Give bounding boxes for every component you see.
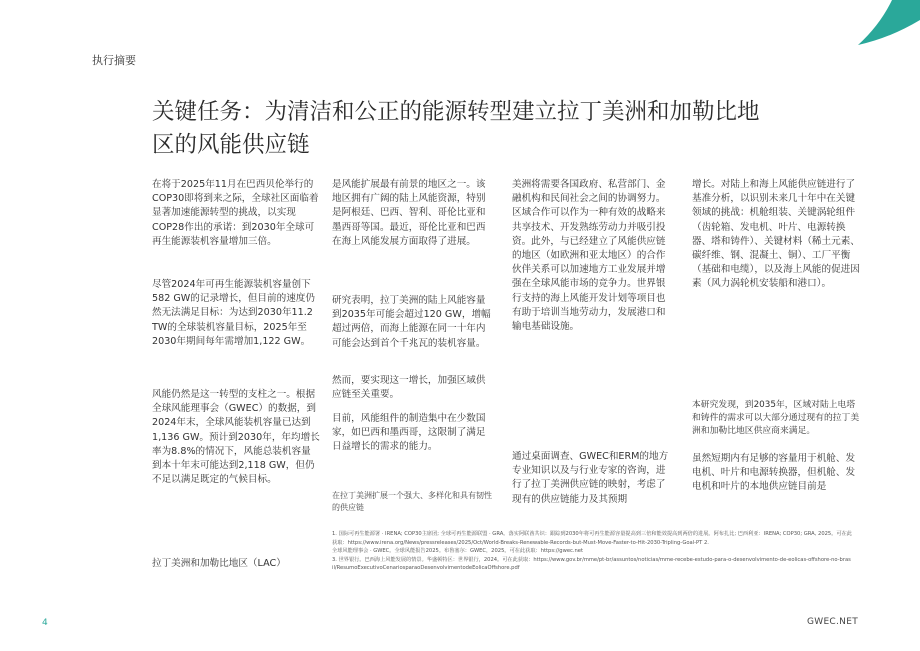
col4-paragraph-1: 增长。对陆上和海上风能供应链进行了基准分析，以识别未来几十年中在关键领域的挑战：机舱组装、关键涡轮组件（齿轮箱、发电机、叶片、电源转换器、塔和铸件）、关键材料（稀土元素、碳纤维、钢、混凝土、铜）、工厂平衡（基础和电缆），以及海上风能的促进因素（风力涡轮机安装船和港口）。 <box>692 179 860 290</box>
col1-paragraph-2: 尽管2024年可再生能源装机容量创下582 GW的记录增长，但目前的速度仍然无法满足目标：为达到2030年11.2 TW的全球装机容量目标，2025年至2030年期间每年需增加1,122 GW。 <box>152 279 315 347</box>
section-label: 执行摘要 <box>92 54 136 67</box>
col4-paragraph-2: 本研究发现，到2035年，区域对陆上电塔和铸件的需求可以大部分通过现有的拉丁美洲和加勒比地区供应商来满足。 <box>692 400 860 436</box>
footnote-3: 3. 世界银行。巴西海上风能发展的情景。华盛顿特区：世界银行，2024。可在此获取：https://www.gov.br/mme/pt-br/assuntos/noticias/mme-recebe-estudo-para-o-desenvolvimento-de-eolicas-offshore-no-brasil/ResumoExecutivoCenariosparaoDesenvolvimentodeEolicaOffshore.pdf <box>332 556 851 572</box>
col2-paragraph-3: 然而，要实现这一增长，加强区域供应链至关重要。 <box>332 375 486 401</box>
col2-paragraph-5: 在拉丁美洲扩展一个强大、多样化和具有韧性的供应链 <box>332 491 492 512</box>
site-url[interactable]: GWEC.NET <box>806 617 858 627</box>
page-title <box>152 96 832 162</box>
page-title-line-1: 关键任务：为清洁和公正的能源转型建立拉丁美洲和加勒比地 <box>152 99 760 125</box>
col1-paragraph-1: 在将于2025年11月在巴西贝伦举行的COP30即将到来之际，全球社区面临着显著加速能源转型的挑战，以实现COP28作出的承诺：到2030年全球可再生能源装机容量增加三倍。 <box>152 179 319 247</box>
footnotes <box>332 530 852 573</box>
page-number: 4 <box>42 618 48 628</box>
corner-accent-shape <box>850 0 920 45</box>
col3-paragraph-1: 美洲将需要各国政府、私营部门、金融机构和民间社会之间的协调努力。区域合作可以作为一种有效的战略来共享技术、开发熟练劳动力并吸引投资。此外，与已经建立了风能供应链的地区（如欧洲和亚太地区）的合作伙伴关系可以加速地方工业发展并增强在全球风能市场的竞争力。世界银行支持的海上风能开发计划等项目也有助于培训当地劳动力，发展港口和输电基础设施。 <box>512 179 666 333</box>
footnote-2: 全球风能理事会 · GWEC。全球风能报告2025。布鲁塞尔：GWEC，2025。可在此获取：https://gwec.net <box>332 548 584 555</box>
col4-paragraph-3: 虽然短期内有足够的容量用于机舱、发电机、叶片和电源转换器，但机舱、发电机和叶片的本地供应链目前是 <box>692 453 856 493</box>
col3-paragraph-2: 通过桌面调查、GWEC和ERM的地方专业知识以及与行业专家的咨询，进行了拉丁美洲供应链的映射，考虑了现有的供应链能力及其预期 <box>512 451 669 505</box>
col2-paragraph-2: 研究表明，拉丁美洲的陆上风能容量到2035年可能会超过120 GW，增幅超过两倍，而海上能源在同一十年内可能会达到首个千兆瓦的装机容量。 <box>332 295 491 349</box>
col1-paragraph-3: 风能仍然是这一转型的支柱之一。根据全球风能理事会（GWEC）的数据，到2024年末，全球风能装机容量已达到1,136 GW。预计到2030年，年均增长率为8.8%的情况下，风能总装机容量到本十年末可能达到2,118 GW，但仍不足以满足既定的气候目标。 <box>152 389 320 486</box>
col1-paragraph-4: 拉丁美洲和加勒比地区（LAC） <box>152 558 286 569</box>
page-title-line-2: 区的风能供应链 <box>152 132 310 158</box>
col2-paragraph-1: 是风能扩展最有前景的地区之一。该地区拥有广阔的陆上风能资源，特别是阿根廷、巴西、智利、哥伦比亚和墨西哥等国。最近，哥伦比亚和巴西在海上风能发展方面取得了进展。 <box>332 179 486 247</box>
footnote-1: 1. 国际可再生能源署 · IRENA; COP30主席团; 全球可再生能源联盟 · GRA。落实阿联酋共识：跟踪到2030年将可再生能源容量提高到三倍和能效提高到两倍的进展。阿布扎比; 巴西利亚：IRENA; COP30; GRA, 2025。可在此获取：https://www.irena.org/News/pressreleases/2025/Oct/World-Breaks-Renewable-Records-but-Must-Move-Faster-to-Hit-2030-Tripling-Goal-PT 2. <box>332 531 852 546</box>
col2-paragraph-4: 目前，风能组件的制造集中在少数国家，如巴西和墨西哥，这限制了满足日益增长的需求的能力。 <box>332 413 486 453</box>
